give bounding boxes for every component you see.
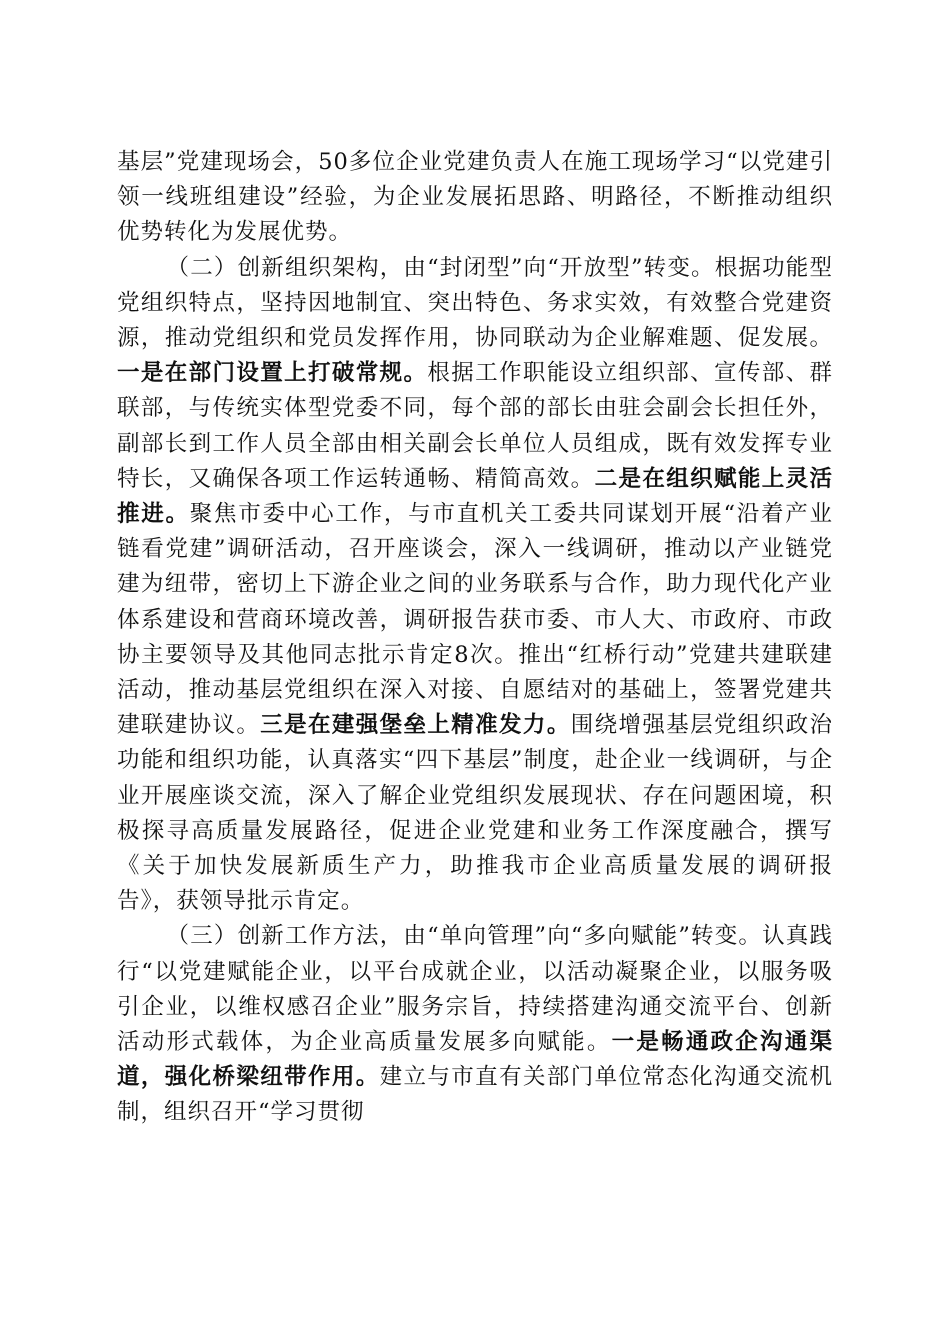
- document-body: [117, 145, 833, 1131]
- paragraph-3-point-1-text: 建立与市直有关部门单位常态化沟通交流机制，组织召开“学习贯彻: [117, 1064, 833, 1126]
- paragraph-1: [117, 145, 833, 251]
- paragraph-3-point-1-heading: 一是畅通政企沟通渠道，强化桥梁纽带作用。: [117, 1029, 833, 1091]
- paragraph-2-point-2-text: 聚焦市委中心工作，与市直机关工委共同谋划开展“沿着产业链看党建”调研活动，召开座谈会，深入一线调研，推动以产业链党建为纽带，密切上下游企业之间的业务联系与合作，助力现代化产业体系建设和营商环境改善，调研报告获市委、市人大、市政府、市政协主要领导及其他同志批示肯定8次。推出“红桥行动”党建共建联建活动，推动基层党组织在深入对接、自愿结对的基础上，签署党建共建联建协议。: [117, 501, 833, 739]
- paragraph-1-text: 基层”党建现场会，50多位企业党建负责人在施工现场学习“以党建引领一线班组建设”经验，为企业发展拓思路、明路径，不断推动组织优势转化为发展优势。: [117, 149, 833, 246]
- paragraph-2-point-1-heading: 一是在部门设置上打破常规。: [117, 360, 428, 387]
- paragraph-2-intro: （二）创新组织架构，由“封闭型”向“开放型”转变。根据功能型党组织特点，坚持因地制宜、突出特色、务求实效，有效整合党建资源，推动党组织和党员发挥作用，协同联动为企业解难题、促发展。: [117, 254, 833, 352]
- paragraph-2-point-3-heading: 三是在建强堡垒上精准发力。: [260, 712, 571, 739]
- paragraph-2-point-1-text: 根据工作职能设立组织部、宣传部、群联部，与传统实体型党委不同，每个部的部长由驻会副会长担任外，副部长到工作人员全部由相关副会长单位人员组成，既有效发挥专业特长，又确保各项工作运转通畅、精简高效。: [117, 360, 833, 492]
- paragraph-2: [117, 251, 833, 920]
- paragraph-3: [117, 919, 833, 1130]
- paragraph-2-point-2-heading: 二是在组织赋能上灵活推进。: [117, 465, 833, 528]
- paragraph-2-point-3-text: 围绕增强基层党组织政治功能和组织功能，认真落实“四下基层”制度，赴企业一线调研，与企业开展座谈交流，深入了解企业党组织发展现状、存在问题困境，积极探寻高质量发展路径，促进企业党建和业务工作深度融合，撰写《关于加快发展新质生产力，助推我市企业高质量发展的调研报告》，获领导批示肯定。: [117, 712, 833, 915]
- paragraph-3-intro: （三）创新工作方法，由“单向管理”向“多向赋能”转变。认真践行“以党建赋能企业，以平台成就企业，以活动凝聚企业，以服务吸引企业，以维权感召企业”服务宗旨，持续搭建沟通交流平台、创新活动形式载体，为企业高质量发展多向赋能。: [117, 923, 833, 1056]
